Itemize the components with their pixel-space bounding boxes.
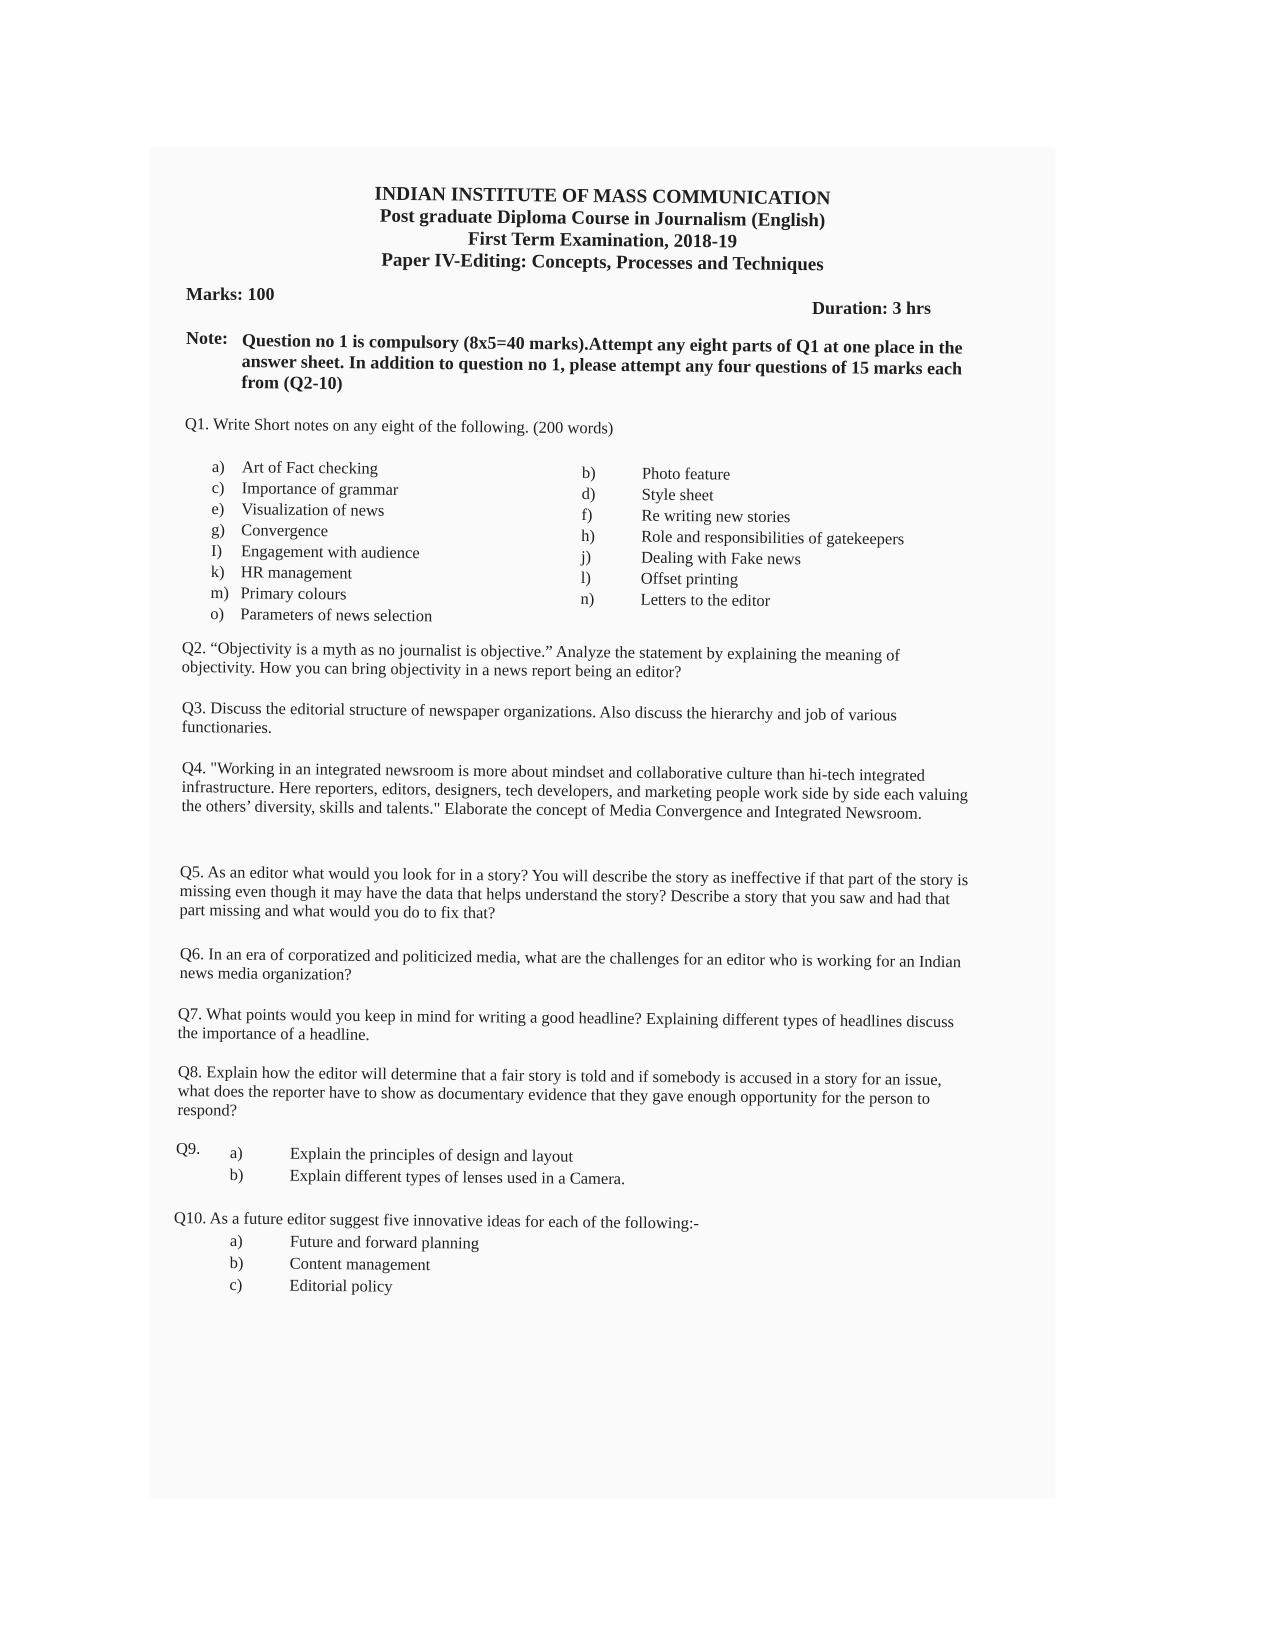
list-item: a) Explain the principles of design and layout xyxy=(229,1143,574,1166)
list-item: n) Letters to the editor xyxy=(580,588,771,610)
question-q2: Q2. “Objectivity is a myth as no journalist is objective.” Analyze the statement by explaining the meaning of objectivity. How you can bring objectivity in a news report being an editor? xyxy=(181,638,901,682)
q9-items xyxy=(230,1142,626,1190)
list-item: l) Offset printing xyxy=(580,567,739,589)
list-item: g) Convergence xyxy=(211,519,329,541)
list-item: c) Editorial policy xyxy=(229,1274,393,1296)
q1-right-column xyxy=(580,462,905,612)
question-q7: Q7. What points would you keep in mind for writing a good headline? Explaining different types of headlines discuss the importance of a headline. xyxy=(177,1004,955,1045)
list-item: o) Parameters of news selection xyxy=(210,603,433,626)
list-item: a) Future and forward planning xyxy=(229,1231,480,1253)
list-item: a) Art of Fact checking xyxy=(211,456,379,478)
duration-label: Duration: 3 hrs xyxy=(812,298,932,318)
q1-left-column xyxy=(210,456,434,626)
note-text: Question no 1 is compulsory (8x5=40 marks).Attempt any eight parts of Q1 at one place in the answer sheet. In addition to question no 1, please attempt any four questions of 15 marks each from (Q2-10) xyxy=(241,330,963,394)
exam-paper-sheet xyxy=(150,148,1055,1498)
list-item: j) Dealing with Fake news xyxy=(580,546,802,569)
question-q5: Q5. As an editor what would you look for in a story? You will describe the story as ineffective if that part of the story is missing even though it may have the data that helps understand the story? Describe a story that you saw and had that part missing and what would you do to fix that? xyxy=(179,862,969,923)
list-item: b) Explain different types of lenses used in a Camera. xyxy=(229,1164,626,1189)
list-item: h) Role and responsibilities of gatekeepers xyxy=(581,525,905,549)
list-item: m) Primary colours xyxy=(210,582,347,604)
list-item: d) Style sheet xyxy=(581,483,714,505)
q9-label: Q9. xyxy=(176,1139,201,1158)
question-q3: Q3. Discuss the editorial structure of newspaper organizations. Also discuss the hierarchy and job of various functionaries. xyxy=(181,698,897,737)
question-q4: Q4. "Working in an integrated newsroom is more about mindset and collaborative culture than hi-tech integrated infrastructure. Here reporters, editors, designers, tech developers, and marketing people work side by side each valuing the others’ diversity, skills and talents." Elaborate the concept of Media Convergence and Integrated Newsroom. xyxy=(181,758,968,823)
q1-prompt: Q1. Write Short notes on any eight of the following. (200 words) xyxy=(184,414,614,438)
list-item: k) HR management xyxy=(210,561,353,583)
list-item: e) Visualization of news xyxy=(211,498,385,520)
question-q8: Q8. Explain how the editor will determine that a fair story is told and if somebody is accused in a story for an issue, what does the reporter have to show as documentary evidence that they gave enough opportunity for the person to respond? xyxy=(177,1062,942,1120)
course-title: Post graduate Diploma Course in Journalism (English) xyxy=(379,205,826,232)
question-q6: Q6. In an era of corporatized and politicized media, what are the challenges for an editor who is working for an Indian news media organization? xyxy=(179,944,962,984)
list-item: f) Re writing new stories xyxy=(581,504,791,527)
marks-label: Marks: 100 xyxy=(186,284,275,304)
list-item: b) Photo feature xyxy=(581,462,731,484)
note-label: Note: xyxy=(186,328,228,348)
list-item: I) Engagement with audience xyxy=(210,540,420,563)
paper-title: Paper IV-Editing: Concepts, Processes and Techniques xyxy=(381,249,824,276)
exam-title: First Term Examination, 2018-19 xyxy=(467,228,738,253)
list-item: b) Content management xyxy=(229,1252,431,1275)
institute-title: INDIAN INSTITUTE OF MASS COMMUNICATION xyxy=(374,183,831,210)
q10-items xyxy=(229,1230,479,1299)
list-item: c) Importance of grammar xyxy=(211,477,399,499)
q10-prompt: Q10. As a future editor suggest five innovative ideas for each of the following:- xyxy=(173,1208,700,1233)
